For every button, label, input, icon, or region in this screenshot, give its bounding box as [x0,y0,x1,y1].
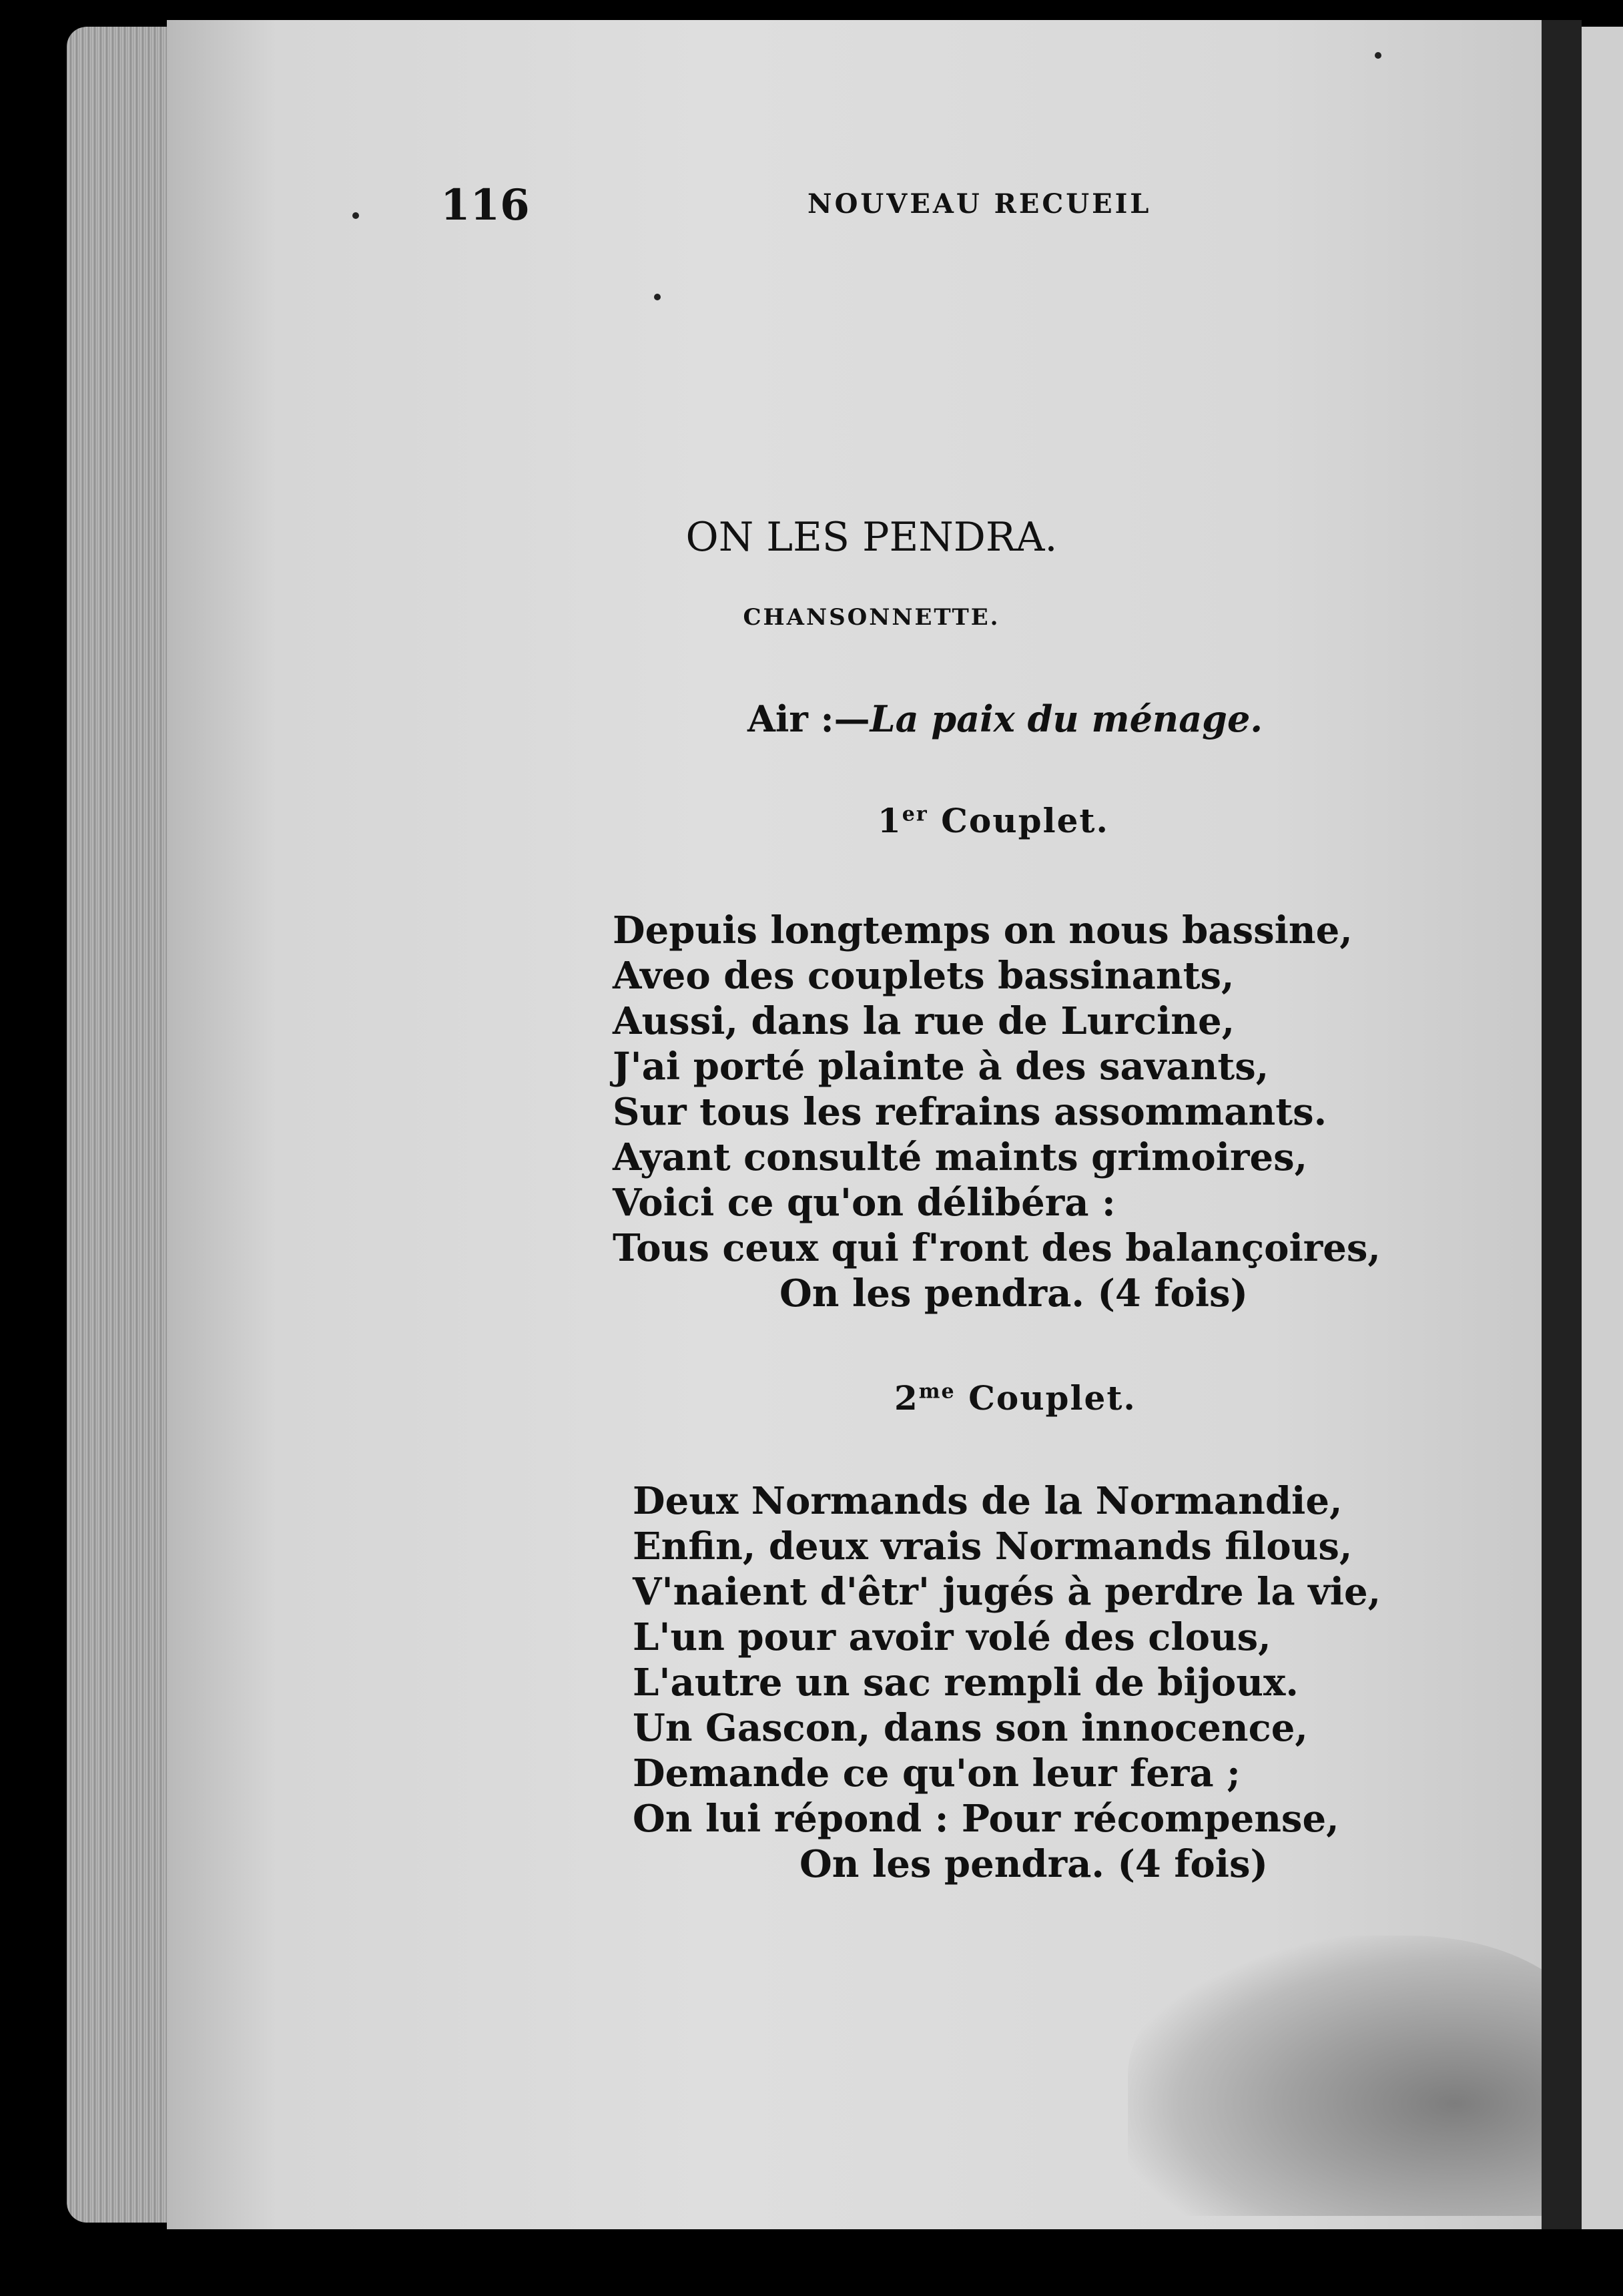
couplet-ordinal: er [902,802,928,826]
verse-line: Aveo des couplets bassinants, [613,954,1235,998]
adjacent-page-edge [1582,27,1623,2229]
couplet-label: Couplet. [968,1378,1137,1418]
verse-line: Tous ceux qui f'ront des balançoires, [613,1226,1381,1270]
verse-line: L'autre un sac rempli de bijoux. [633,1661,1299,1705]
verse-line: J'ai porté plainte à des savants, [613,1045,1269,1089]
verse-line: Ayant consulté maints grimoires, [613,1135,1308,1179]
verse-line: Un Gascon, dans son innocence, [633,1706,1308,1750]
verse-line: Voici ce qu'on délibéra : [613,1181,1116,1225]
speck [352,212,359,219]
running-head [440,180,1308,234]
page-number: 116 [440,180,530,230]
speck [1375,52,1381,59]
song-title: ON LES PENDRA. [685,514,1058,561]
air-label: Air :— [747,697,870,740]
stanza-2 [633,1478,1381,1887]
verse-line: Aussi, dans la rue de Lurcine, [613,999,1235,1043]
couplet-heading-2 [894,1378,1137,1418]
verse-line: Enfin, deux vrais Normands filous, [633,1524,1353,1568]
stanza-1 [613,908,1381,1316]
couplet-number: 2 [894,1378,919,1418]
verse-line: Deux Normands de la Normandie, [633,1479,1343,1523]
book-gutter [1542,20,1582,2229]
air-line [747,697,1263,740]
couplet-heading-1 [878,801,1109,840]
refrain-line: On les pendra. (4 fois) [779,1271,1249,1316]
verse-line: Sur tous les refrains assommants. [613,1090,1327,1134]
refrain-line: On les pendra. (4 fois) [799,1842,1269,1886]
verse-line: Depuis longtemps on nous bassine, [613,908,1353,952]
speck [654,294,661,300]
verse-line: Demande ce qu'on leur fera ; [633,1751,1241,1795]
verse-line: V'naient d'êtr' jugés à perdre la vie, [633,1570,1381,1614]
verse-line: On lui répond : Pour récompense, [633,1797,1339,1841]
header-title: NOUVEAU RECUEIL [807,188,1152,220]
couplet-label: Couplet. [941,801,1109,840]
couplet-number: 1 [878,801,902,840]
verse-line: L'un pour avoir volé des clous, [633,1615,1271,1659]
song-subtitle: CHANSONNETTE. [743,604,1000,631]
couplet-ordinal: me [918,1380,956,1404]
air-tune: La paix du ménage. [870,697,1263,740]
page-stain [1128,1936,1595,2216]
